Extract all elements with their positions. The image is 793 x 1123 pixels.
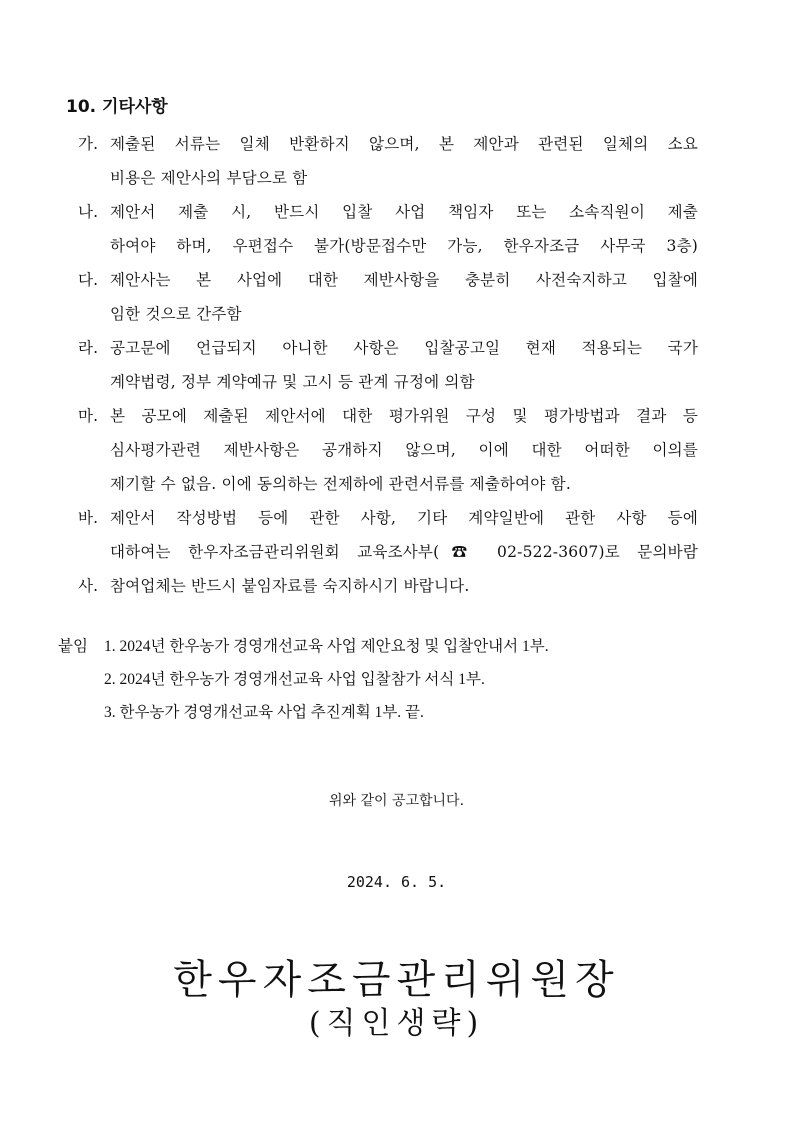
item-marker: 바.: [78, 509, 99, 527]
attachment-label: 붙임: [58, 638, 88, 655]
item-text-continued: 비용은 제안사의 부담으로 함: [110, 169, 308, 187]
item-text-continued: 계약법령, 정부 계약예규 및 고시 등 관계 규정에 의함: [110, 373, 475, 391]
signer-title: 한우자조금관리위원장: [173, 957, 620, 1003]
item-marker: 나.: [78, 203, 99, 221]
seal-note: (직인생략): [308, 1006, 485, 1041]
item-text-continued: 대하여는 한우자조금관리위원회 교육조사부(☎ 02-522-3607)로 문의바람: [110, 543, 698, 561]
item-text: 참여업체는 반드시 붙임자료를 숙지하시기 바랍니다.: [110, 577, 470, 595]
item-text-continued: 제기할 수 없음. 이에 동의하는 전제하에 관련서류를 제출하여야 함.: [110, 475, 571, 493]
item-text-continued: 심사평가관련 제반사항은 공개하지 않으며, 이에 대한 어떠한 이의를: [110, 441, 698, 459]
item-text-continued: 하여야 하며, 우편접수 불가(방문접수만 가능, 한우자조금 사무국 3층): [110, 237, 698, 255]
item-marker: 사.: [78, 577, 99, 595]
item-marker: 라.: [78, 339, 99, 357]
attachment-item: 2. 2024년 한우농가 경영개선교육 사업 입찰참가 서식 1부.: [104, 671, 485, 688]
attachment-item: 1. 2024년 한우농가 경영개선교육 사업 제안요청 및 입찰안내서 1부.: [104, 638, 549, 655]
item-text: 제안서 작성방법 등에 관한 사항, 기타 계약일반에 관한 사항 등에: [110, 509, 698, 527]
item-text: 제안사는 본 사업에 대한 제반사항을 충분히 사전숙지하고 입찰에: [110, 271, 698, 289]
item-marker: 가.: [78, 135, 99, 153]
item-marker: 다.: [78, 271, 99, 289]
announcement-date: 2024. 6. 5.: [346, 873, 447, 891]
item-text: 제안서 제출 시, 반드시 입찰 사업 책임자 또는 소속직원이 제출: [110, 203, 698, 221]
section-title: 10. 기타사항: [66, 97, 168, 117]
item-text: 제출된 서류는 일체 반환하지 않으며, 본 제안과 관련된 일체의 소요: [110, 135, 698, 153]
closing-statement: 위와 같이 공고합니다.: [328, 793, 465, 809]
attachment-item: 3. 한우농가 경영개선교육 사업 추진계획 1부. 끝.: [104, 704, 424, 721]
item-marker: 마.: [78, 407, 99, 425]
item-text: 공고문에 언급되지 아니한 사항은 입찰공고일 현재 적용되는 국가: [110, 339, 698, 357]
item-text: 본 공모에 제출된 제안서에 대한 평가위원 구성 및 평가방법과 결과 등: [110, 407, 698, 425]
item-text-continued: 임한 것으로 간주함: [110, 305, 242, 323]
